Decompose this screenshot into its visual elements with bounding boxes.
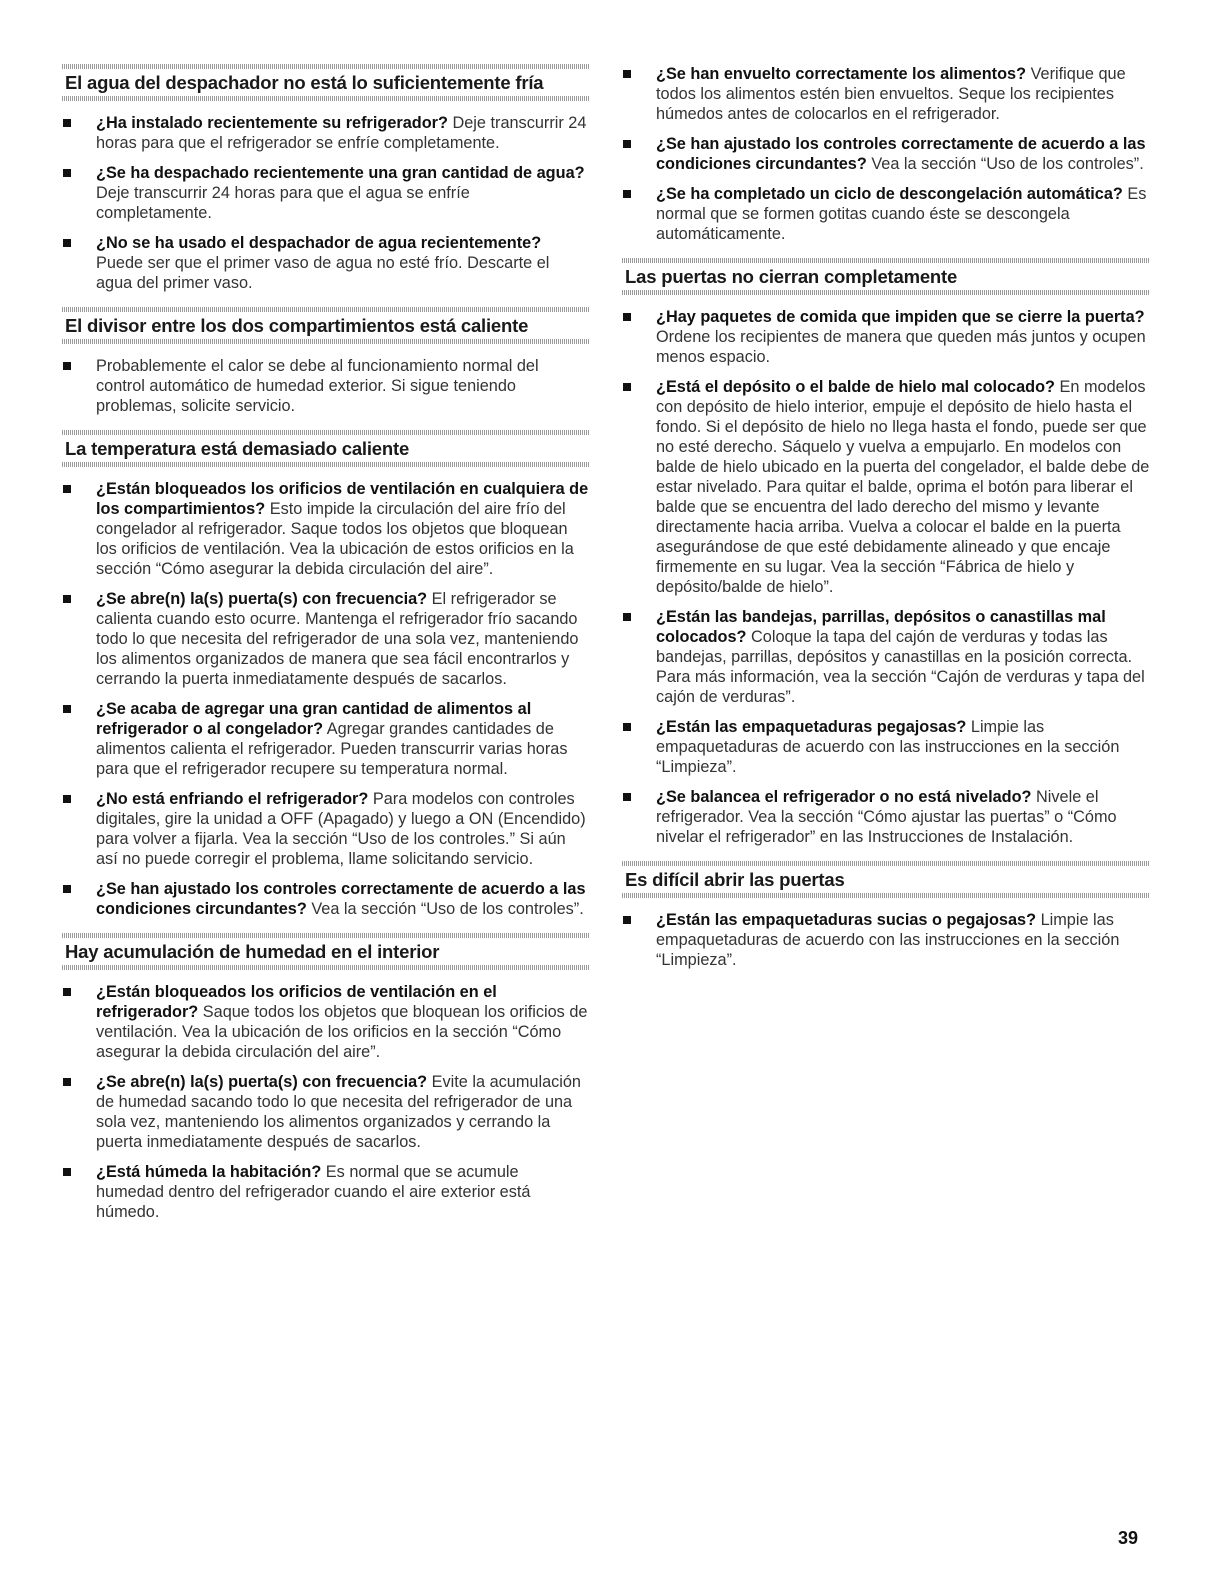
item-question: ¿Se han ajustado los controles correctamente de acuerdo a las condiciones circundantes? [656, 135, 1146, 173]
item-question: ¿Se han envuelto correctamente los alimentos? [656, 65, 1027, 83]
item-question: ¿No está enfriando el refrigerador? [96, 790, 369, 808]
item-list [622, 307, 1150, 847]
list-item [622, 134, 1150, 174]
list-item [62, 479, 590, 579]
right-column [622, 64, 1150, 984]
item-question: ¿Está el depósito o el balde de hielo mal colocado? [656, 378, 1055, 396]
square-bullet-icon [623, 140, 631, 148]
item-question: ¿Están bloqueados los orificios de ventilación en cualquiera de los compartimientos? [96, 480, 589, 518]
item-question: ¿No se ha usado el despachador de agua recientemente? [96, 234, 542, 252]
square-bullet-icon [63, 239, 71, 247]
item-answer: Vea la sección “Uso de los controles”. [306, 900, 584, 918]
section-heading: La temperatura está demasiado caliente [65, 438, 410, 459]
item-question: ¿Están bloqueados los orificios de ventilación en el refrigerador? [96, 983, 497, 1021]
item-list [62, 982, 590, 1222]
item-list [622, 910, 1150, 970]
square-bullet-icon [63, 485, 71, 493]
item-answer: Limpie las empaquetaduras de acuerdo con las instrucciones en la sección “Limpieza”. [656, 911, 1120, 969]
list-item [62, 879, 590, 919]
item-question: ¿Hay paquetes de comida que impiden que se cierre la puerta? [656, 308, 1145, 326]
list-item [622, 64, 1150, 124]
list-item [622, 377, 1150, 597]
section-hay-acumulacion-de-humedad-en-el-interio [62, 933, 590, 1222]
item-question: ¿Ha instalado recientemente su refrigerador? [96, 114, 448, 132]
section-heading: Hay acumulación de humedad en el interior [65, 941, 440, 962]
square-bullet-icon [63, 705, 71, 713]
heading-rule-bottom [62, 339, 590, 344]
heading-rule-bottom [62, 96, 590, 101]
item-answer: Esto impide la circulación del aire frío del congelador al refrigerador. Saque todos los objetos que bloquean los orificios de ventilación. Vea la ubicación de estos orificios en la sección “Cómo asegurar la debida circulación del aire”. [96, 500, 574, 578]
item-question: ¿Se balancea el refrigerador o no está nivelado? [656, 788, 1032, 806]
square-bullet-icon [623, 916, 631, 924]
square-bullet-icon [63, 595, 71, 603]
heading-rule-bottom [622, 893, 1150, 898]
square-bullet-icon [63, 988, 71, 996]
section-heading: Las puertas no cierran completamente [625, 266, 958, 287]
item-answer: Ordene los recipientes de manera que queden más juntos y ocupen menos espacio. [656, 328, 1146, 366]
section-el-divisor-entre-los-dos-compartimientos [62, 307, 590, 416]
left-column [62, 64, 590, 1236]
item-list [622, 64, 1150, 244]
item-answer: Para modelos con controles digitales, gire la unidad a OFF (Apagado) y luego a ON (Encendido) para volver a fijarla. Vea la sección “Uso de los controles.” Si aún así no puede corregir el problema, llame solicitando servicio. [96, 790, 586, 868]
item-question: ¿Están las bandejas, parrillas, depósitos o canastillas mal colocados? [656, 608, 1106, 646]
list-item [622, 607, 1150, 707]
item-question: ¿Se han ajustado los controles correctamente de acuerdo a las condiciones circundantes? [96, 880, 586, 918]
item-question: ¿Se acaba de agregar una gran cantidad de alimentos al refrigerador o al congelador? [96, 700, 532, 738]
item-answer: Verifique que todos los alimentos estén bien envueltos. Seque los recipientes húmedos antes de colocarlos en el refrigerador. [656, 65, 1126, 123]
section-las-puertas-no-cierran-completamente [622, 258, 1150, 847]
item-answer: Coloque la tapa del cajón de verduras y todas las bandejas, parrillas, depósitos y canastillas en la posición correcta. Para más información, vea la sección “Cajón de verduras y tapa del cajón de verduras”. [656, 628, 1145, 706]
item-answer: Limpie las empaquetaduras de acuerdo con las instrucciones en la sección “Limpieza”. [656, 718, 1120, 776]
item-answer: Deje transcurrir 24 horas para que el refrigerador se enfríe completamente. [96, 114, 587, 152]
list-item [62, 789, 590, 869]
item-question: ¿Se ha despachado recientemente una gran cantidad de agua? [96, 164, 585, 182]
item-question: ¿Se abre(n) la(s) puerta(s) con frecuencia? [96, 590, 428, 608]
list-item [62, 163, 590, 223]
heading-rule-bottom [62, 462, 590, 467]
item-answer: El refrigerador se calienta cuando esto ocurre. Mantenga el refrigerador frío sacando todo lo que necesita del refrigerador de una sola vez, manteniendo los alimentos organizados de manera que sea fácil encontrarlos y cerrando la puerta inmediatamente después de sacarlos. [96, 590, 579, 688]
square-bullet-icon [623, 70, 631, 78]
item-question: ¿Está húmeda la habitación? [96, 1163, 322, 1181]
item-list [62, 113, 590, 293]
list-item [62, 233, 590, 293]
heading-rule-bottom [62, 965, 590, 970]
list-item [622, 787, 1150, 847]
item-answer: Deje transcurrir 24 horas para que el agua se enfríe completamente. [96, 184, 470, 222]
section-heading: Es difícil abrir las puertas [625, 869, 845, 890]
square-bullet-icon [623, 723, 631, 731]
heading-rule-bottom [622, 290, 1150, 295]
square-bullet-icon [63, 1168, 71, 1176]
list-item [62, 699, 590, 779]
section-heading: El divisor entre los dos compartimientos está caliente [65, 315, 529, 336]
list-item [62, 589, 590, 689]
list-item [622, 910, 1150, 970]
item-answer: Nivele el refrigerador. Vea la sección “Cómo ajustar las puertas” o “Cómo nivelar el refrigerador” en las Instrucciones de Instalación. [656, 788, 1117, 846]
item-question: ¿Se ha completado un ciclo de descongelación automática? [656, 185, 1123, 203]
item-answer: Vea la sección “Uso de los controles”. [866, 155, 1144, 173]
square-bullet-icon [623, 613, 631, 621]
item-answer: En modelos con depósito de hielo interior, empuje el depósito de hielo hasta el fondo. Si el depósito de hielo no llega hasta el fondo, puede ser que no esté derecho. Sáquelo y vuelva a empujarlo. En modelos con balde de hielo ubicado en la puerta del congelador, el balde debe de estar nivelado. Para quitar el balde, oprima el botón para liberar el balde que se encuentra del lado derecho del mismo y levante directamente hacia arriba. Vuelva a colocar el balde en la puerta asegurándose de que esté debidamente alineado y que encaje firmemente en su lugar. Vea la sección “Fábrica de hielo y depósito/balde de hielo”. [656, 378, 1150, 596]
list-item [62, 356, 590, 416]
section-continued [622, 64, 1150, 244]
square-bullet-icon [63, 119, 71, 127]
item-answer: Puede ser que el primer vaso de agua no esté frío. Descarte el agua del primer vaso. [96, 254, 550, 292]
item-list [62, 479, 590, 919]
list-item [622, 184, 1150, 244]
section-es-dificil-abrir-las-puertas [622, 861, 1150, 970]
item-question: ¿Están las empaquetaduras sucias o pegajosas? [656, 911, 1037, 929]
square-bullet-icon [63, 1078, 71, 1086]
square-bullet-icon [63, 362, 71, 370]
section-la-temperatura-esta-demasiado-caliente [62, 430, 590, 919]
square-bullet-icon [63, 169, 71, 177]
item-answer: Probablemente el calor se debe al funcionamiento normal del control automático de humedad exterior. Si sigue teniendo problemas, solicite servicio. [96, 357, 539, 415]
item-question: ¿Se abre(n) la(s) puerta(s) con frecuencia? [96, 1073, 428, 1091]
square-bullet-icon [623, 190, 631, 198]
list-item [62, 982, 590, 1062]
item-answer: Saque todos los objetos que bloquean los orificios de ventilación. Vea la ubicación de los orificios en la sección “Cómo asegurar la debida circulación del aire”. [96, 1003, 588, 1061]
list-item [62, 113, 590, 153]
item-answer: Es normal que se formen gotitas cuando éste se descongela automáticamente. [656, 185, 1147, 243]
list-item [62, 1072, 590, 1152]
square-bullet-icon [623, 313, 631, 321]
square-bullet-icon [63, 885, 71, 893]
item-list [62, 356, 590, 416]
section-el-agua-del-despachador-no-esta-lo-sufic [62, 64, 590, 293]
page-number: 39 [1118, 1528, 1139, 1548]
section-heading: El agua del despachador no está lo suficientemente fría [65, 72, 544, 93]
item-question: ¿Están las empaquetaduras pegajosas? [656, 718, 967, 736]
square-bullet-icon [623, 383, 631, 391]
list-item [622, 307, 1150, 367]
square-bullet-icon [63, 795, 71, 803]
list-item [62, 1162, 590, 1222]
item-answer: Es normal que se acumule humedad dentro del refrigerador cuando el aire exterior está húmedo. [96, 1163, 531, 1221]
list-item [622, 717, 1150, 777]
item-answer: Agregar grandes cantidades de alimentos calienta el refrigerador. Pueden transcurrir varias horas para que el refrigerador recupere su temperatura normal. [96, 720, 568, 778]
square-bullet-icon [623, 793, 631, 801]
item-answer: Evite la acumulación de humedad sacando todo lo que necesita del refrigerador de una sola vez, manteniendo los alimentos organizados y cerrando la puerta inmediatamente después de sacarlos. [96, 1073, 581, 1151]
